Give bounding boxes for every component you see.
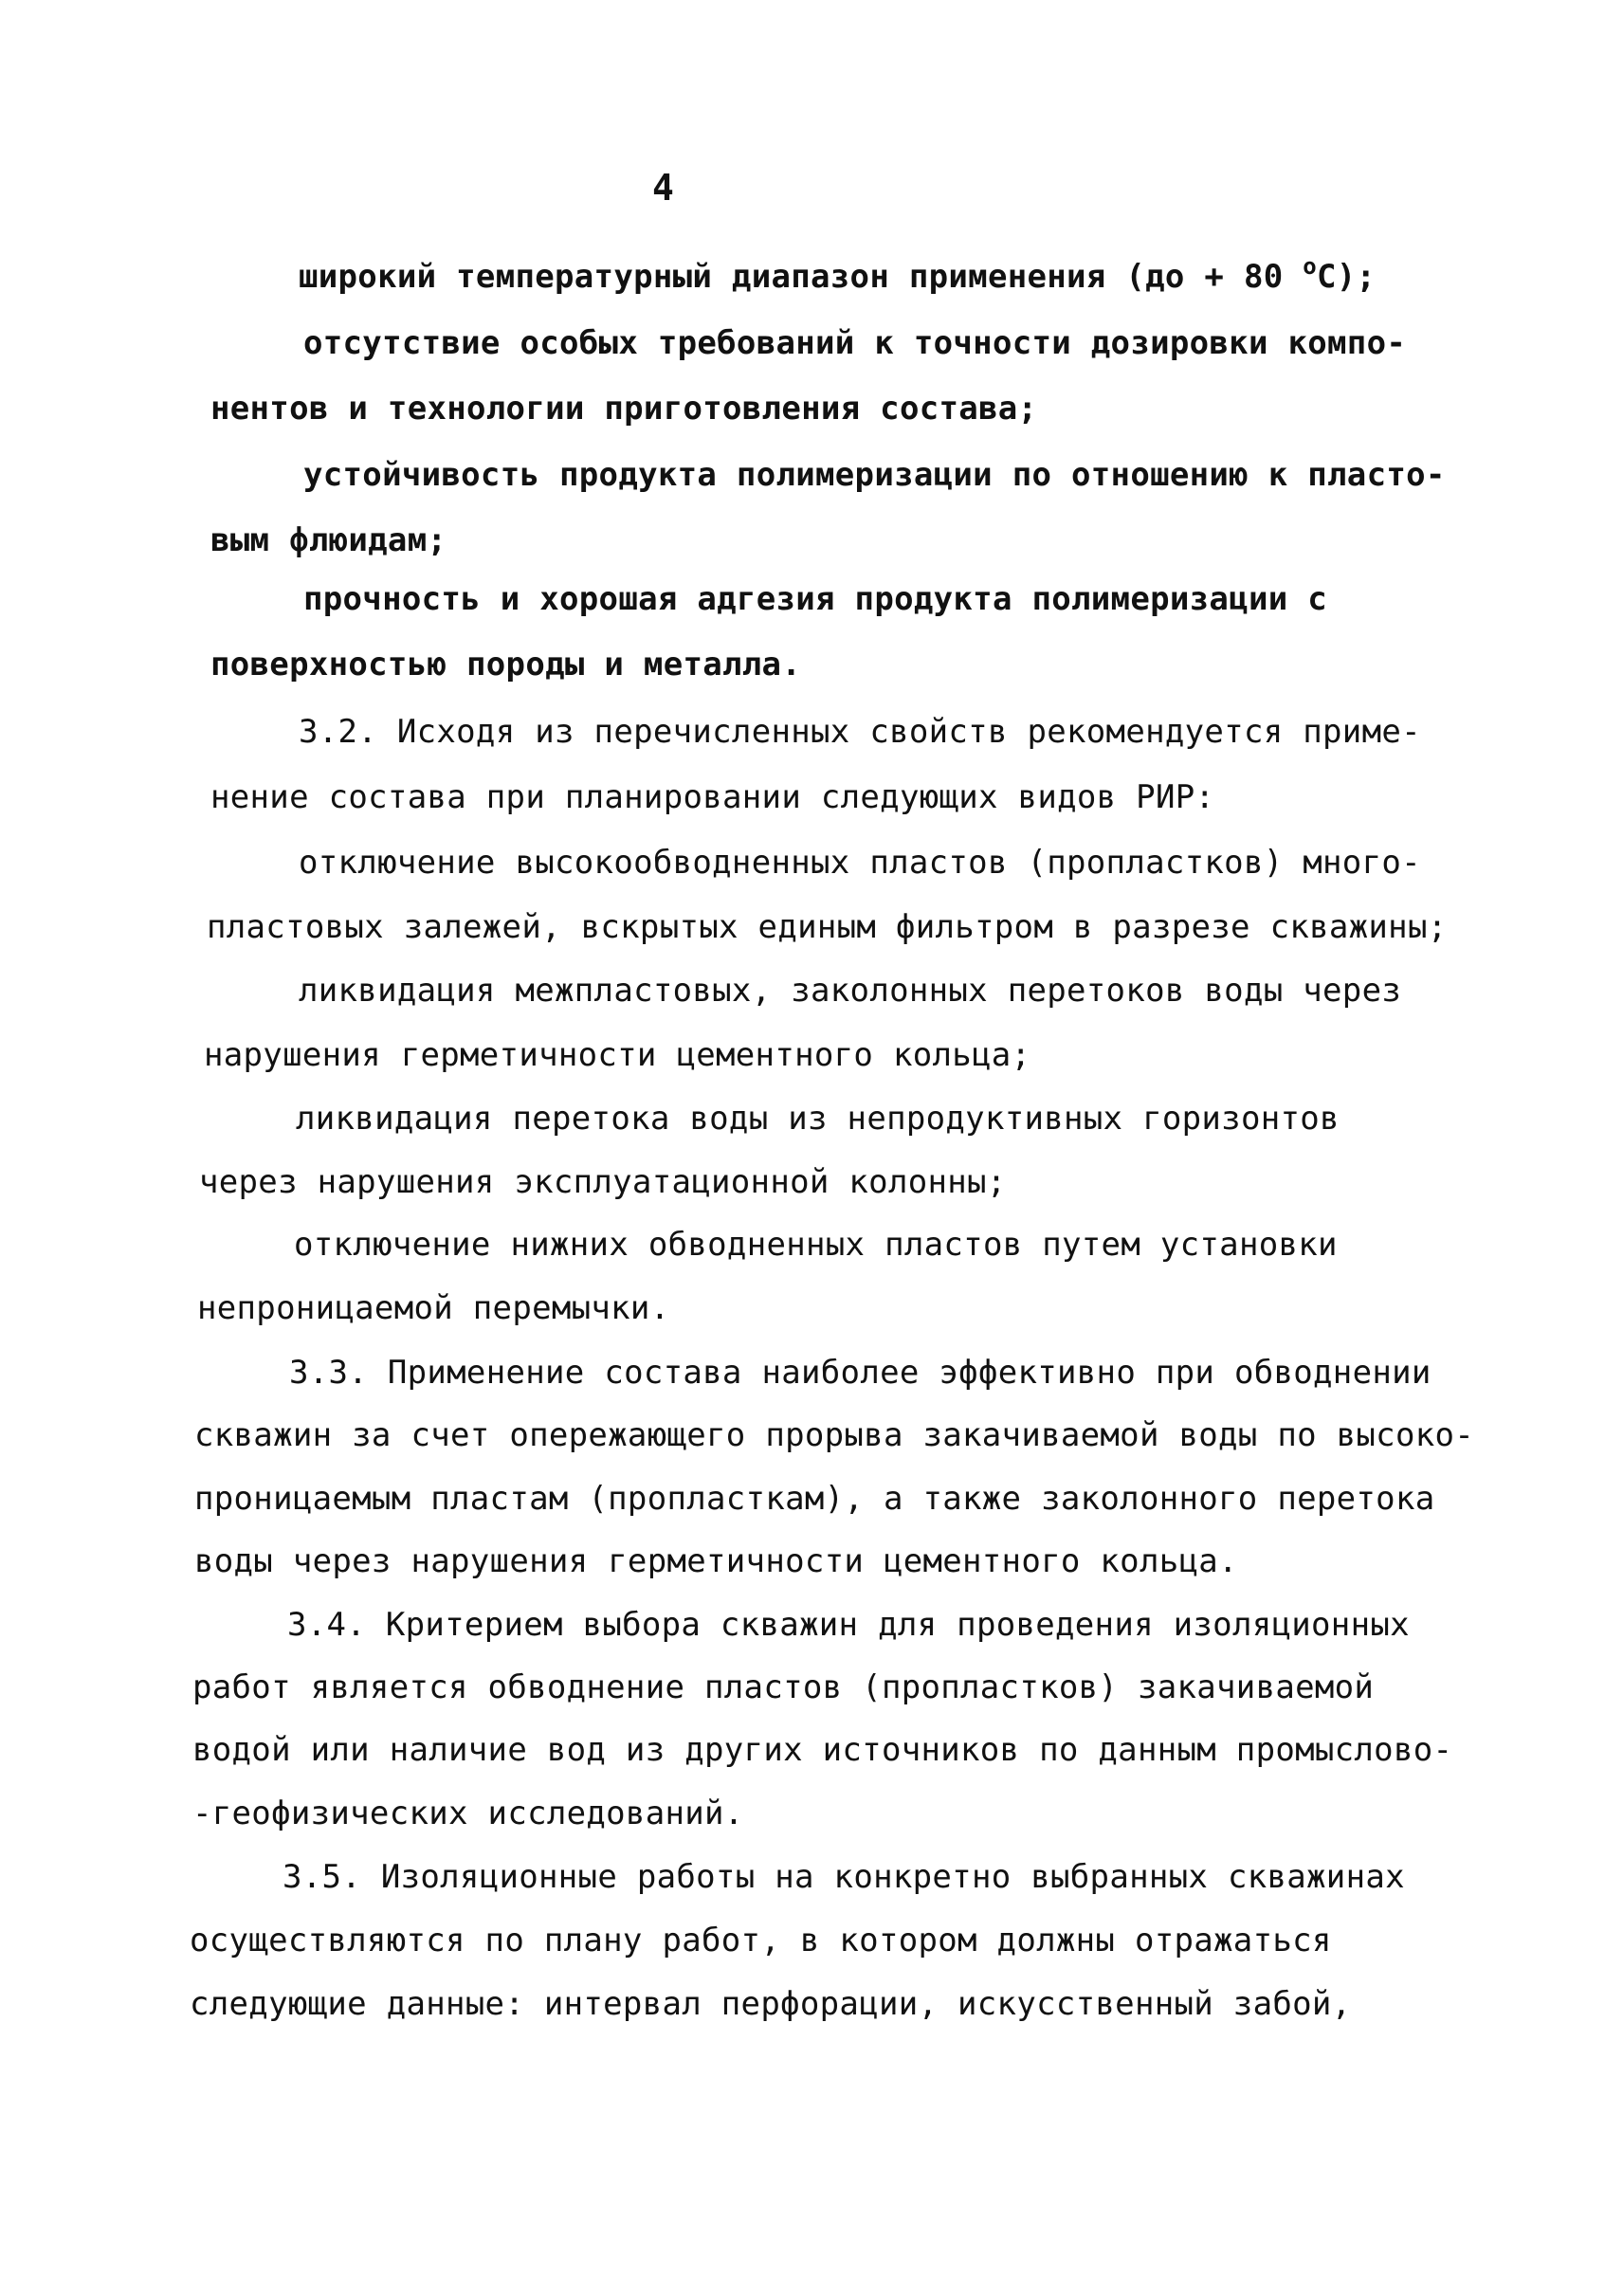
text-line: ликвидация перетока воды из непродуктивных горизонтов: [296, 1100, 1340, 1138]
text-line: отключение высокообводненных пластов (пропластков) много-: [299, 844, 1421, 882]
text-line: 3.5. Изоляционные работы на конкретно выбранных скважинах: [283, 1858, 1405, 1896]
text-line: 3.3. Применение состава наиболее эффективно при обводнении: [289, 1354, 1432, 1392]
text-line: 3.2. Исходя из перечисленных свойств рекомендуется приме-: [299, 713, 1421, 751]
text-line: широкий температурный диапазон применения (до + 80 $^о$С);: [299, 253, 1377, 296]
text-line: работ является обводнение пластов (пропластков) закачиваемой: [192, 1668, 1375, 1706]
text-line: нентов и технологии приготовления состава;: [210, 390, 1038, 428]
text-line: отсутствие особых требований к точности дозировки компо-: [303, 324, 1407, 362]
text-line: скважин за счет опережающего прорыва закачиваемой воды по высоко-: [194, 1416, 1475, 1454]
text-line: прочность и хорошая адгезия продукта полимеризации с: [303, 580, 1328, 618]
text-line: устойчивость продукта полимеризации по отношению к пласто-: [303, 456, 1446, 494]
text-line: водой или наличие вод из других источников по данным промыслово-: [192, 1731, 1453, 1769]
text-line: поверхностью породы и металла.: [210, 646, 802, 683]
text-line: через нарушения эксплуатационной колонны;: [199, 1163, 1007, 1201]
text-line: отключение нижних обводненных пластов путем установки: [294, 1226, 1338, 1264]
text-line: 3.4. Критерием выбора скважин для проведения изоляционных: [287, 1606, 1410, 1644]
text-line: осуществляются по плану работ, в котором должны отражаться: [190, 1922, 1332, 1959]
text-line: проницаемым пластам (пропласткам), а также заколонного перетока: [194, 1480, 1435, 1518]
text-line: нение состава при планировании следующих видов РИР:: [210, 778, 1215, 816]
text-line: вым флюидам;: [210, 521, 447, 559]
text-line: непроницаемой перемычки.: [197, 1289, 670, 1327]
page-number: 4: [652, 167, 674, 209]
text-line: воды через нарушения герметичности цементного кольца.: [194, 1542, 1238, 1580]
text-line: пластовых залежей, вскрытых единым фильтром в разрезе скважины;: [207, 908, 1448, 946]
text-line: ликвидация межпластовых, заколонных перетоков воды через: [299, 972, 1402, 1010]
text-line: нарушения герметичности цементного кольца;: [204, 1036, 1031, 1074]
text-line: -геофизических исследований.: [192, 1795, 744, 1832]
text-line: следующие данные: интервал перфорации, искусственный забой,: [190, 1985, 1352, 2023]
